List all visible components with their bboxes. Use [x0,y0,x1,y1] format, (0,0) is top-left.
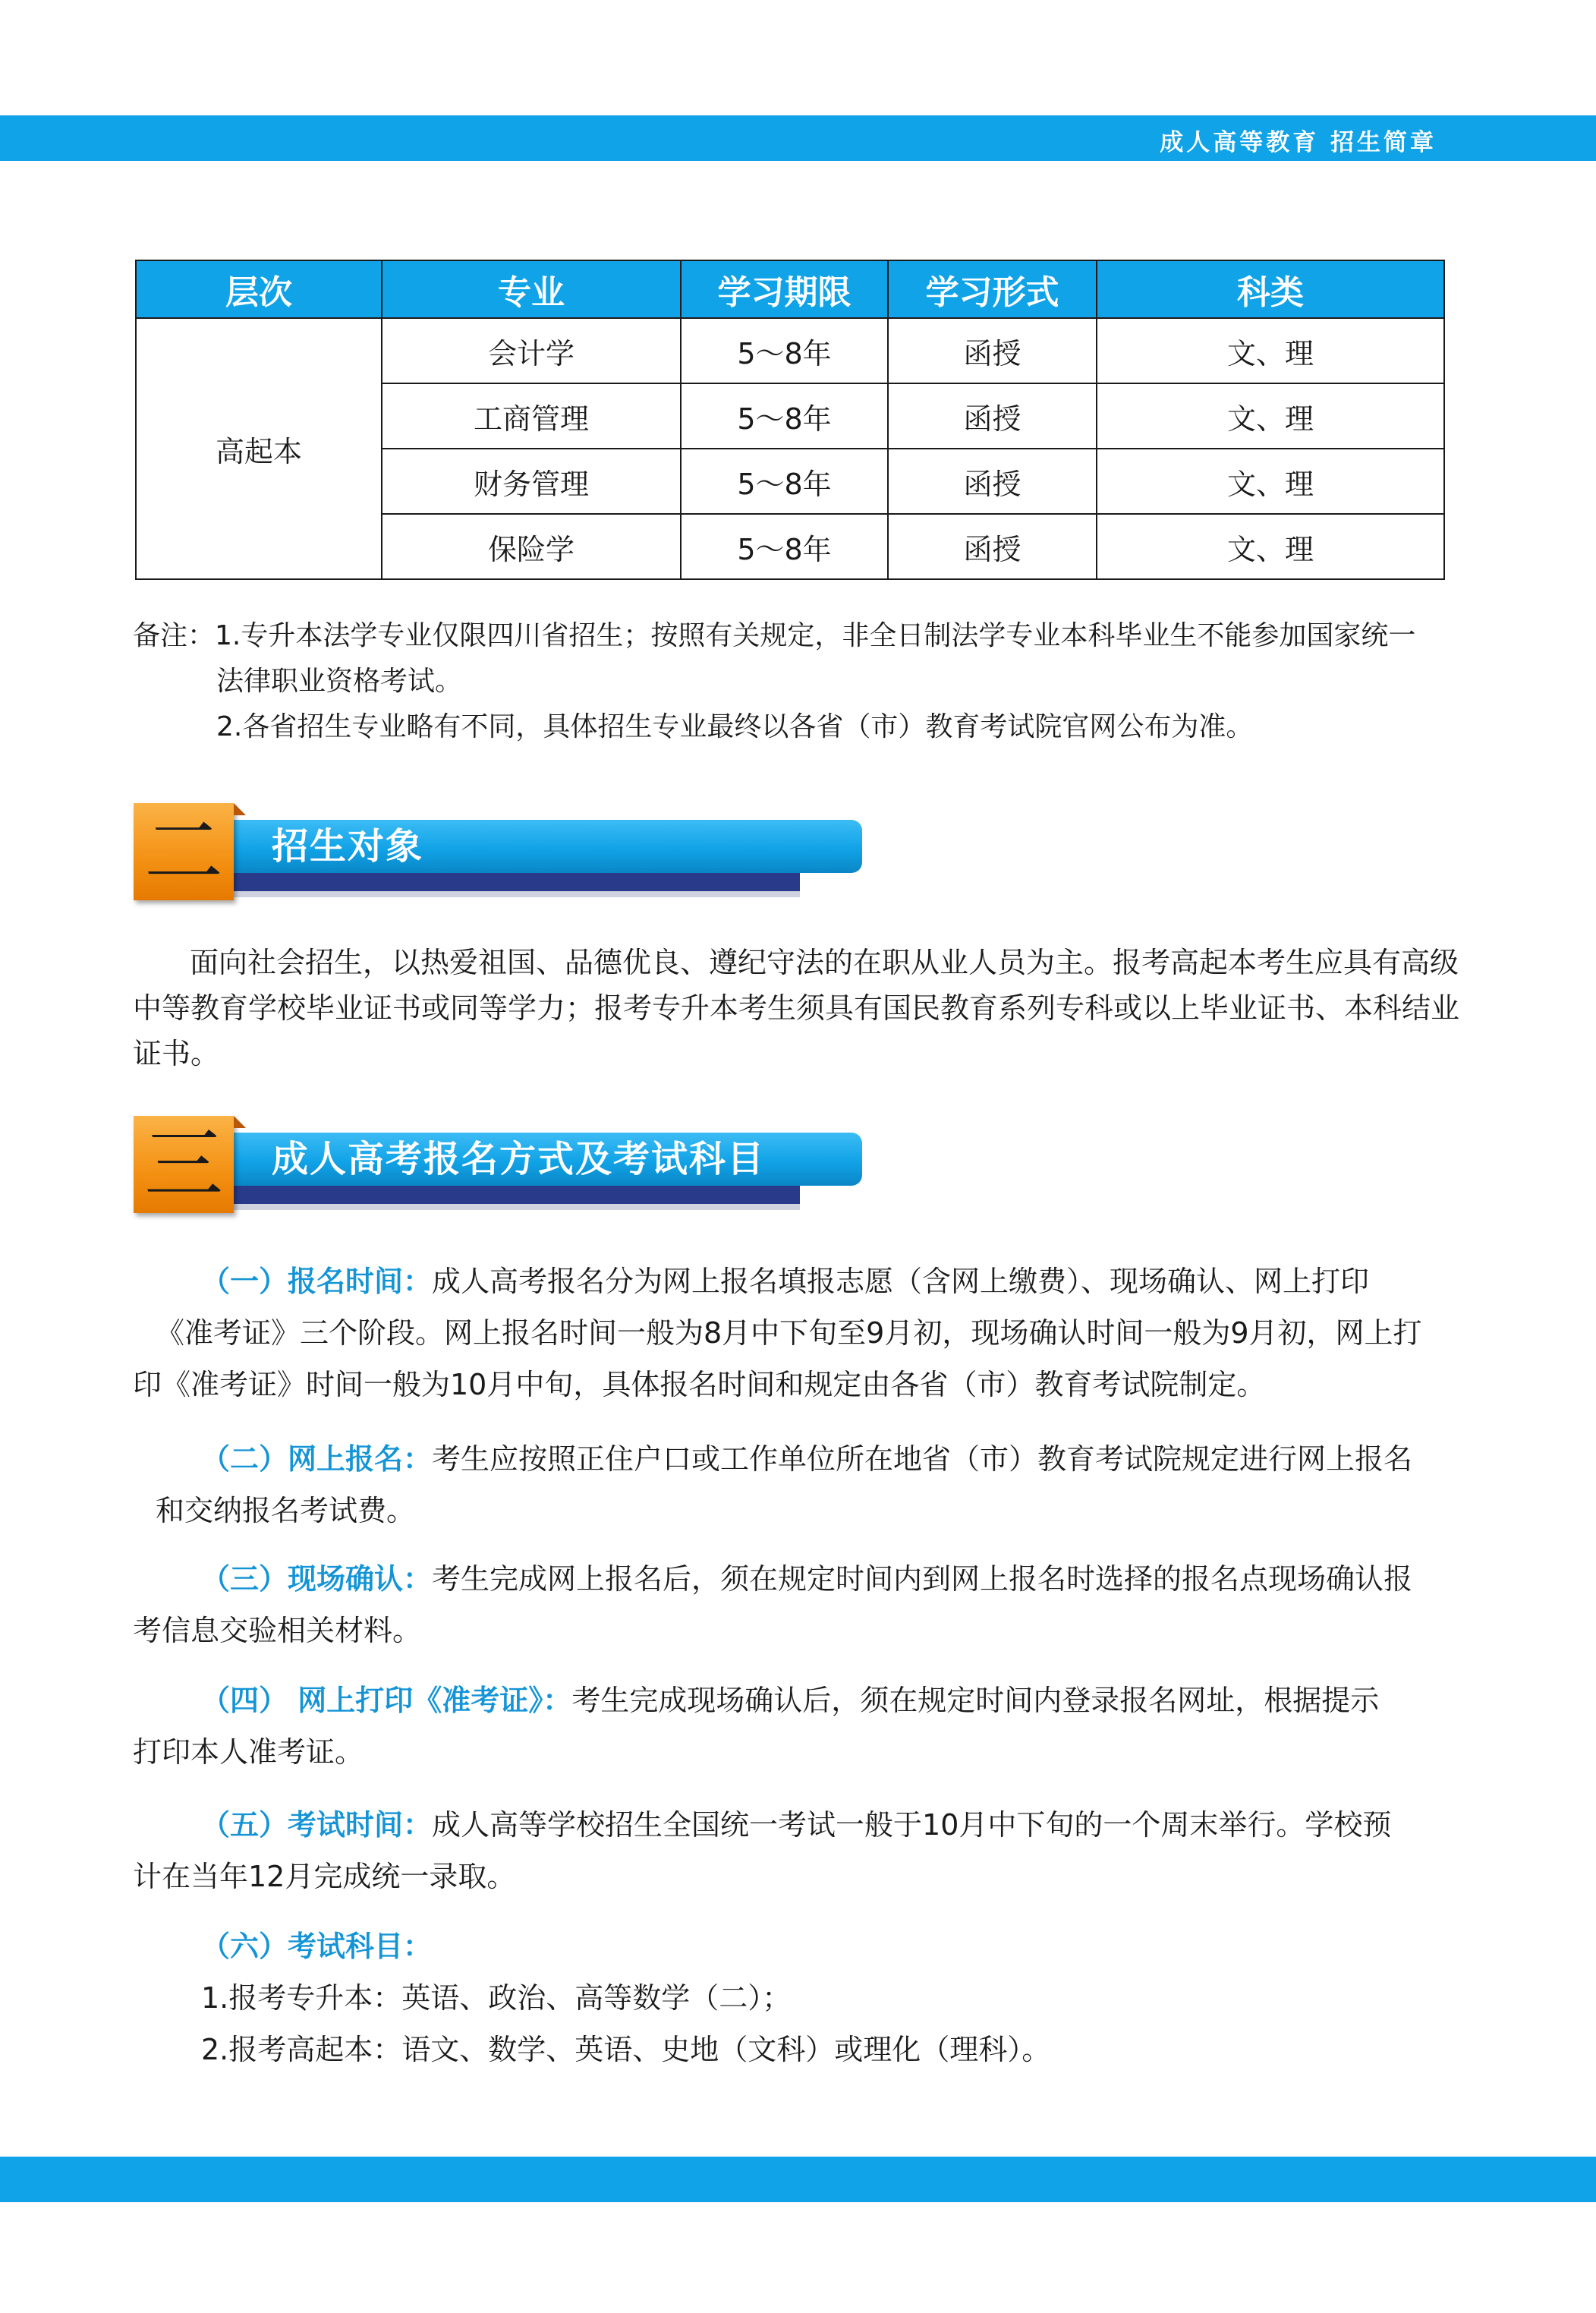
major-cell: 会计学 [382,318,681,383]
footer-band [0,2157,1596,2202]
section2-text [133,940,1469,1076]
major-cell: 保险学 [382,514,681,579]
table-row [136,318,1444,383]
item-text: 和交纳报名考试费。 [156,1494,416,1527]
section-number-badge [134,803,234,900]
note-line: 法律职业资格考试。 [216,666,463,697]
item-registration-time [133,1256,1469,1410]
item-label: （三）现场确认： [201,1562,433,1596]
form-cell: 函授 [888,514,1097,579]
note-line: 1.专升本法学专业仅限四川省招生；按照有关规定，非全日制法学专业本科毕业生不能参加国家统一 [215,620,1416,651]
note-line: 2.各省招生专业略有不同，具体招生专业最终以各省（市）教育考试院官网公布为准。 [216,711,1254,742]
item-label: （二）网上报名： [201,1442,433,1476]
item-label: （五）考试时间： [201,1808,433,1842]
item-label: （四） 网上打印《准考证》： [201,1684,572,1717]
item-online-registration [133,1433,1469,1536]
header-level: 层次 [136,260,382,318]
item-label: （六）考试科目： [201,1930,433,1963]
header-underline [231,1186,800,1204]
item-text: 考生完成网上报名后，须在规定时间内到网上报名时选择的报名点现场确认报 [432,1562,1413,1596]
item-print-admission-ticket [133,1675,1469,1778]
major-cell: 财务管理 [382,449,681,514]
header-underline [231,873,800,891]
notes-prefix: 备注： [133,620,216,651]
item-text: 印《准考证》时间一般为10月中旬，具体报名时间和规定由各省（市）教育考试院制定。 [133,1368,1266,1401]
section-number: 三 [143,1118,223,1211]
form-cell: 函授 [888,383,1097,449]
form-cell: 函授 [888,449,1097,514]
item-text: 考生应按照正住户口或工作单位所在地省（市）教育考试院规定进行网上报名 [432,1442,1413,1476]
major-cell: 工商管理 [382,383,681,449]
duration-cell: 5～8年 [681,383,888,449]
header-category: 科类 [1097,260,1444,318]
section-number-badge [134,1116,234,1213]
item-text: 打印本人准考证。 [133,1735,364,1769]
item-text: 考信息交验相关材料。 [133,1614,422,1647]
notes [133,613,1469,750]
item-exam-subjects [133,1921,1469,2075]
section-number: 二 [143,805,223,898]
item-text: 考生完成现场确认后，须在规定时间内登录报名网址，根据提示 [571,1684,1380,1717]
category-cell: 文、理 [1097,383,1444,449]
item-text: 2.报考高起本：语文、数学、英语、史地（文科）或理化（理科）。 [201,2033,1051,2066]
header-major: 专业 [382,260,681,318]
category-cell: 文、理 [1097,318,1444,383]
program-table [135,260,1445,580]
section-header-3 [134,1116,864,1215]
section-title: 成人高考报名方式及考试科目 [272,1138,766,1180]
duration-cell: 5～8年 [681,318,888,383]
section-title: 招生对象 [272,825,424,868]
item-text: 《准考证》三个阶段。网上报名时间一般为8月中下旬至9月初，现场确认时间一般为9月初，网上打 [156,1316,1422,1350]
item-label: （一）报名时间： [201,1265,433,1298]
section-title-bar [231,820,862,873]
item-text: 计在当年12月完成统一录取。 [133,1860,516,1893]
level-cell: 高起本 [136,318,382,579]
paragraph-line: 面向社会招生，以热爱祖国、品德优良、遵纪守法的在职从业人员为主。报考高起本考生应具有高级 [190,946,1459,979]
item-exam-time [133,1799,1469,1902]
item-text: 成人高考报名分为网上报名填报志愿（含网上缴费）、现场确认、网上打印 [432,1265,1370,1298]
item-text: 成人高等学校招生全国统一考试一般于10月中下旬的一个周末举行。学校预 [432,1808,1392,1842]
paragraph-line: 中等教育学校毕业证书或同等学力；报考专升本考生须具有国民教育系列专科或以上毕业证书、本科结业 [133,991,1460,1025]
header-duration: 学习期限 [681,260,888,318]
header-brand: 成人高等教育 招生简章 [1160,129,1437,156]
header-band [0,115,1596,161]
header-form: 学习形式 [888,260,1097,318]
item-text: 1.报考专升本：英语、政治、高等数学（二）； [201,1981,792,2015]
duration-cell: 5～8年 [681,514,888,579]
category-cell: 文、理 [1097,449,1444,514]
table-header-row [136,260,1444,318]
section-header-2 [134,803,864,902]
paragraph-line: 证书。 [133,1037,220,1070]
duration-cell: 5～8年 [681,449,888,514]
category-cell: 文、理 [1097,514,1444,579]
section-title-bar [231,1133,862,1186]
item-onsite-confirmation [133,1553,1469,1656]
form-cell: 函授 [888,318,1097,383]
